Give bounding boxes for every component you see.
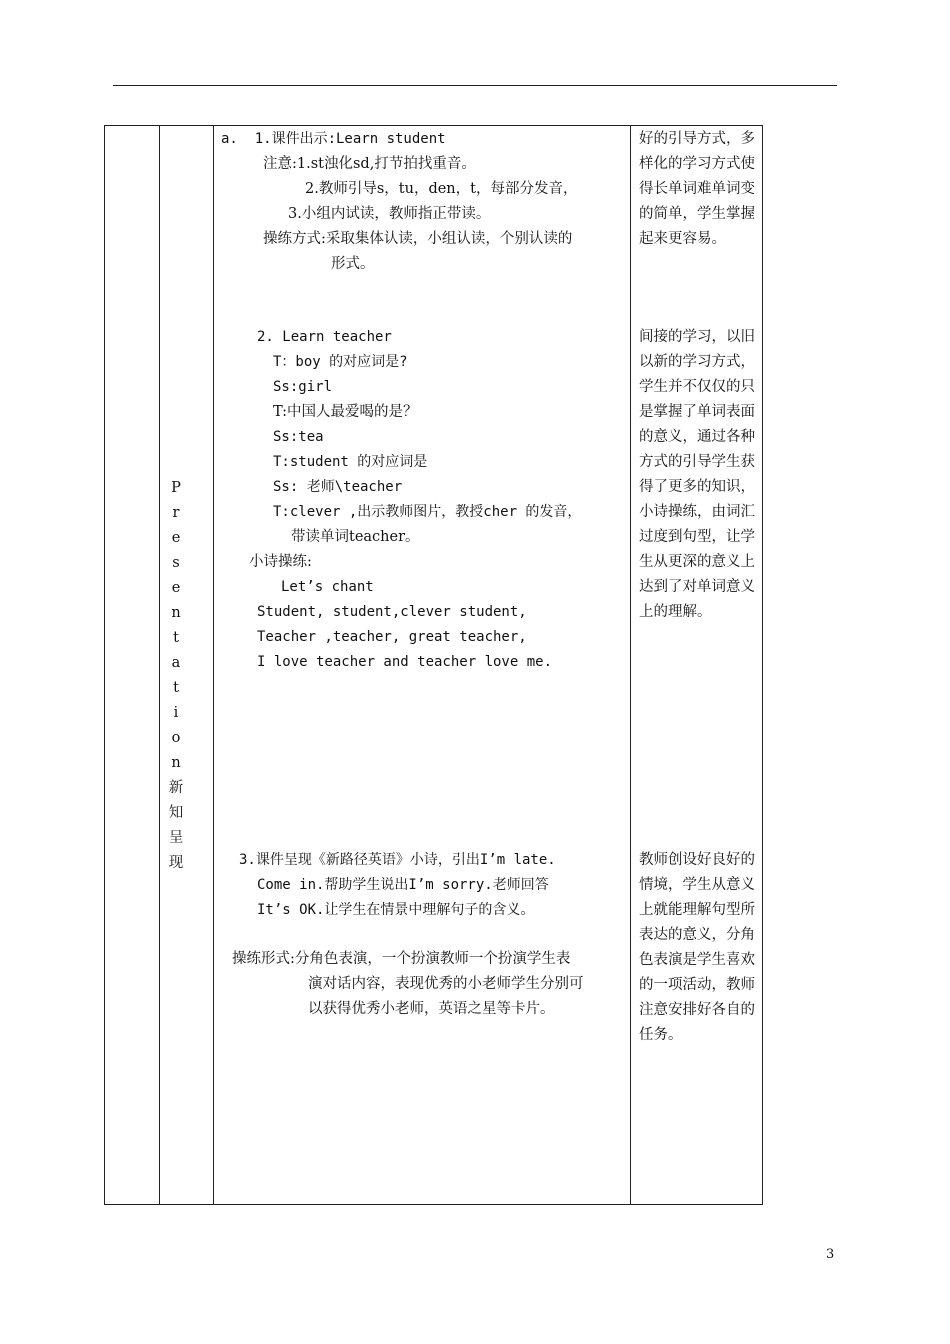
activity-line: T:中国人最爱喝的是？ xyxy=(273,404,418,420)
stage-letter: e xyxy=(171,580,181,596)
stage-char: 现 xyxy=(168,855,184,871)
stage-letter: a xyxy=(171,655,181,671)
activity-line: Student, student,clever student, xyxy=(257,604,527,620)
stage-letter: r xyxy=(172,505,180,521)
activity-line: T:clever ,出示教师图片，教授cher 的发音， xyxy=(273,504,582,520)
activity-line: T：boy 的对应词是? xyxy=(273,354,408,370)
activity-line: Ss: 老师\teacher xyxy=(273,479,403,495)
stage-char: 呈 xyxy=(168,830,184,846)
header-rule xyxy=(113,85,837,86)
activity-line: 操练形式:分角色表演，一个扮演教师一个扮演学生表 xyxy=(232,951,571,967)
activity-line: 形式。 xyxy=(331,256,375,272)
activity-line: I love teacher and teacher love me. xyxy=(257,654,553,670)
design-note: 好的引导方式，多样化的学习方式使得长单词难单词变的简单，学生掌握起来更容易。 xyxy=(639,131,755,247)
column-divider xyxy=(630,126,631,1204)
activity-line: T:student 的对应词是 xyxy=(273,454,428,470)
column-divider xyxy=(213,126,214,1204)
stage-letter: o xyxy=(171,730,181,746)
activity-line: Ss:tea xyxy=(273,429,324,445)
stage-letter: s xyxy=(172,555,180,571)
activity-line: It’s OK.让学生在情景中理解句子的含义。 xyxy=(257,902,535,918)
lesson-plan-table xyxy=(104,125,763,1205)
activity-line: 2.教师引导s，tu，den，t，每部分发音， xyxy=(305,181,578,197)
stage-letter: t xyxy=(173,630,179,646)
stage-label xyxy=(161,476,191,876)
activity-line: a. 1.课件出示:Learn student xyxy=(221,131,446,147)
activity-line: 2. Learn teacher xyxy=(257,329,392,345)
stage-letter: e xyxy=(171,530,181,546)
activity-line: 3.小组内试读，教师指正带读。 xyxy=(288,206,491,222)
activity-line: 以获得优秀小老师，英语之星等卡片。 xyxy=(308,1001,555,1017)
activity-line: Ss:girl xyxy=(273,379,333,395)
activity-line: 操练方式:采取集体认读，小组认读，个别认读的 xyxy=(263,231,573,247)
design-note: 间接的学习，以旧以新的学习方式，学生并不仅仅的只是掌握了单词表面的意义，通过各种方式的引导学生获得了更多的知识，小诗操练，由词汇过度到句型，让学生从更深的意义上达到了对单词意义上的理解。 xyxy=(639,329,755,620)
stage-letter: n xyxy=(171,755,181,771)
column-divider xyxy=(159,126,160,1204)
activity-line: Come in.帮助学生说出I’m sorry.老师回答 xyxy=(257,877,549,893)
stage-letter: i xyxy=(173,705,179,721)
activity-line: Let’s chant xyxy=(281,579,374,595)
stage-char: 新 xyxy=(168,780,184,796)
activity-line: 小诗操练: xyxy=(249,554,312,570)
activity-line: 注意:1.st浊化sd,打节拍找重音。 xyxy=(263,156,476,172)
stage-char: 知 xyxy=(168,805,184,821)
activity-line: Teacher ,teacher, great teacher, xyxy=(257,629,527,645)
stage-letter: n xyxy=(171,605,181,621)
stage-letter: t xyxy=(173,680,179,696)
page-number: 3 xyxy=(826,1247,835,1262)
activity-line: 演对话内容，表现优秀的小老师学生分别可 xyxy=(308,976,584,992)
activity-line: 带读单词teacher。 xyxy=(291,529,420,545)
activity-line: 3.课件呈现《新路径英语》小诗，引出I’m late. xyxy=(239,852,556,868)
stage-letter: P xyxy=(171,480,181,496)
design-note: 教师创设好良好的情境，学生从意义上就能理解句型所表达的意义，分角色表演是学生喜欢的一项活动，教师注意安排好各自的任务。 xyxy=(639,852,755,1043)
